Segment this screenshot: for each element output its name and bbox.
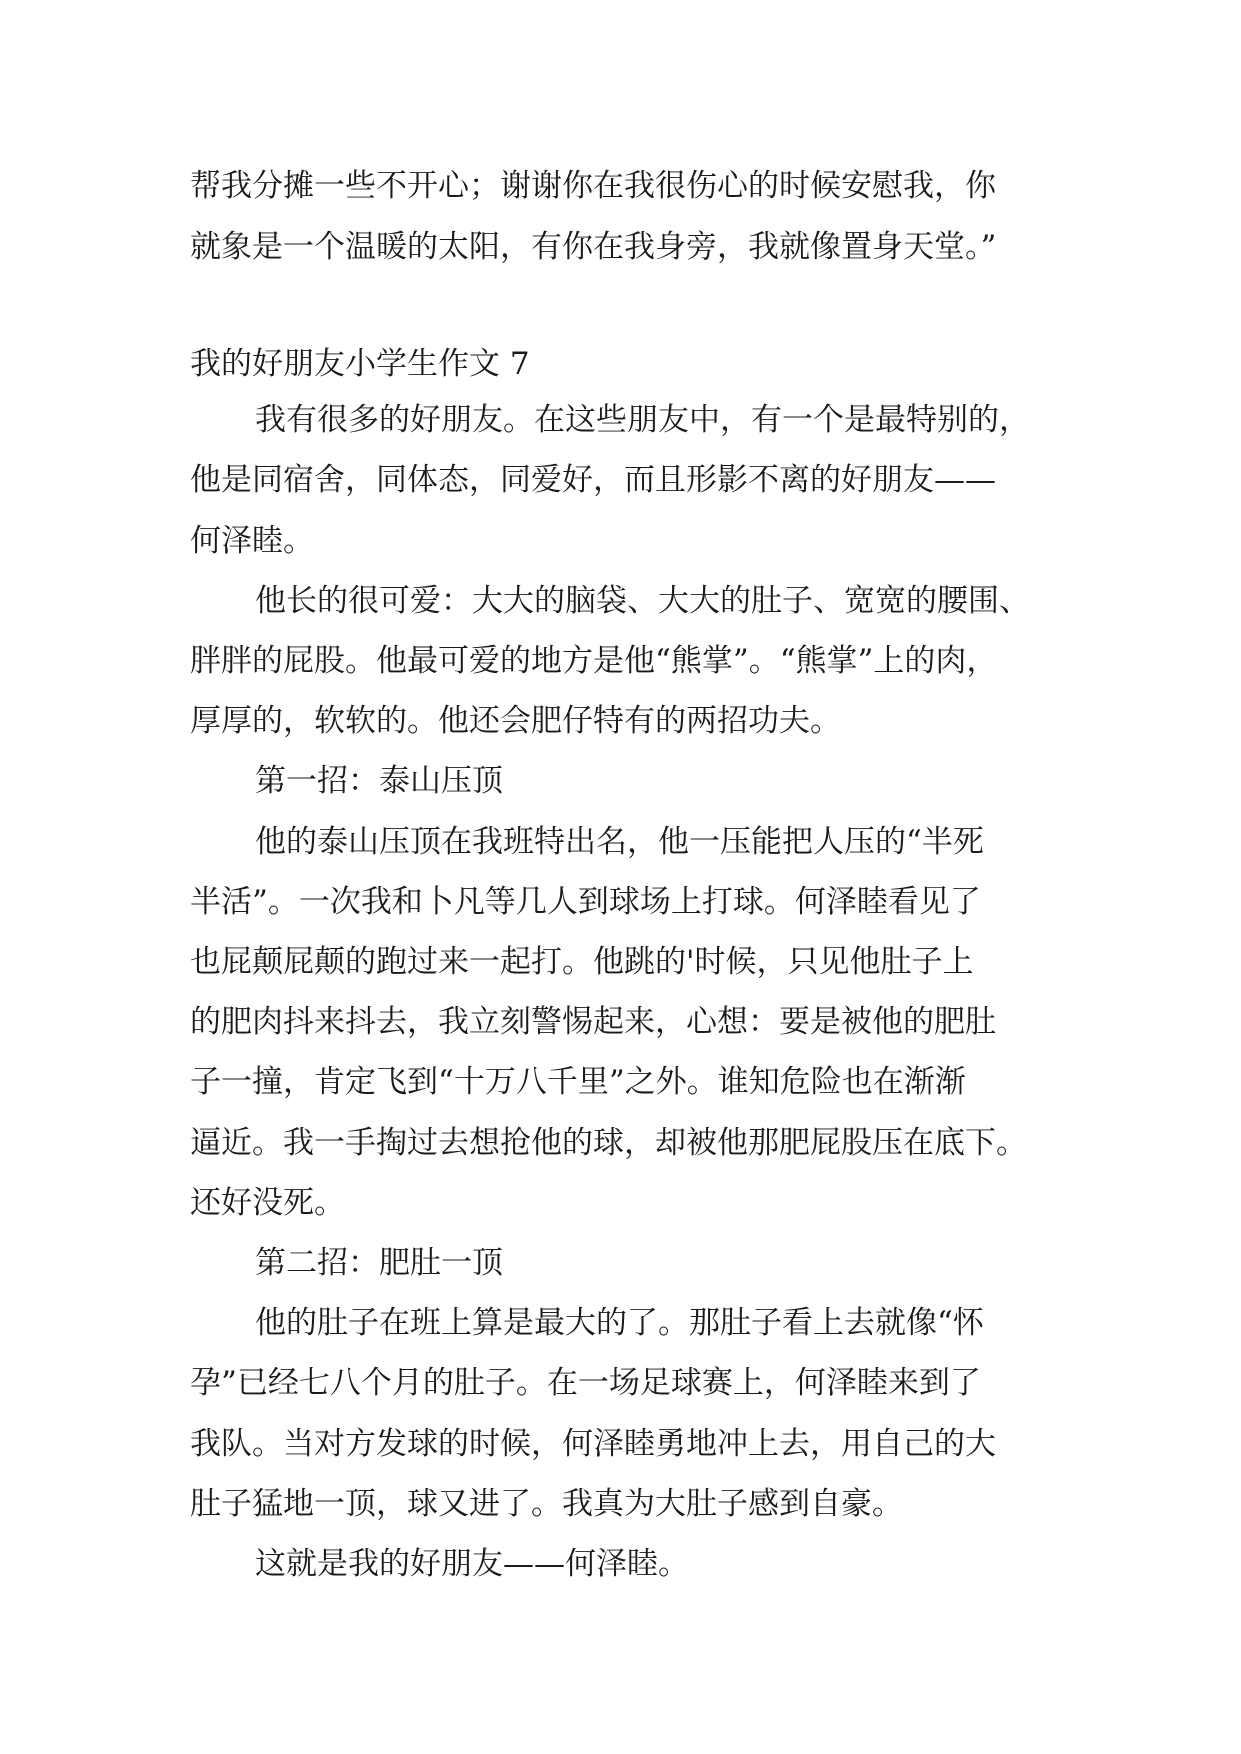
text-line: 孕”已经七八个月的肚子。在一场足球赛上，何泽睦来到了 xyxy=(190,1365,981,1401)
text-line: 这就是我的好朋友——何泽睦。 xyxy=(255,1546,689,1582)
text-line: 何泽睦。 xyxy=(190,523,314,559)
text-line: 也屁颠屁颠的跑过来一起打。他跳的'时候，只见他肚子上 xyxy=(190,944,974,980)
text-line: 半活”。一次我和卜凡等几人到球场上打球。何泽睦看见了 xyxy=(190,884,981,920)
text-line: 还好没死。 xyxy=(190,1185,345,1221)
text-line: 他的肚子在班上算是最大的了。那肚子看上去就像“怀 xyxy=(255,1305,984,1341)
text-line: 厚厚的，软软的。他还会肥仔特有的两招功夫。 xyxy=(190,703,841,739)
text-line: 他长的很可爱：大大的脑袋、大大的肚子、宽宽的腰围、 xyxy=(255,583,1030,619)
text-line: 胖胖的屁股。他最可爱的地方是他“熊掌”。“熊掌”上的肉， xyxy=(190,643,998,679)
text-line: 他是同宿舍，同体态，同爱好，而且形影不离的好朋友—— xyxy=(190,462,996,498)
text-line: 他的泰山压顶在我班特出名，他一压能把人压的“半死 xyxy=(255,824,984,860)
text-line: 我有很多的好朋友。在这些朋友中，有一个是最特别的， xyxy=(255,402,1030,438)
subheading: 第二招：肥肚一顶 xyxy=(255,1245,503,1281)
text-line: 我队。当对方发球的时候，何泽睦勇地冲上去，用自己的大 xyxy=(190,1426,996,1462)
text-line: 逼近。我一手掏过去想抢他的球，却被他那肥屁股压在底下。 xyxy=(190,1125,1027,1161)
text-line: 肚子猛地一顶，球又进了。我真为大肚子感到自豪。 xyxy=(190,1486,903,1522)
text-line: 就象是一个温暖的太阳，有你在我身旁，我就像置身天堂。” xyxy=(190,229,997,265)
text-line: 的肥肉抖来抖去，我立刻警惕起来，心想：要是被他的肥肚 xyxy=(190,1004,996,1040)
section-heading: 我的好朋友小学生作文 7 xyxy=(190,346,530,382)
subheading: 第一招：泰山压顶 xyxy=(255,763,503,799)
text-line: 子一撞，肯定飞到“十万八千里”之外。谁知危险也在渐渐 xyxy=(190,1064,966,1100)
text-line: 帮我分摊一些不开心；谢谢你在我很伤心的时候安慰我，你 xyxy=(190,168,996,204)
